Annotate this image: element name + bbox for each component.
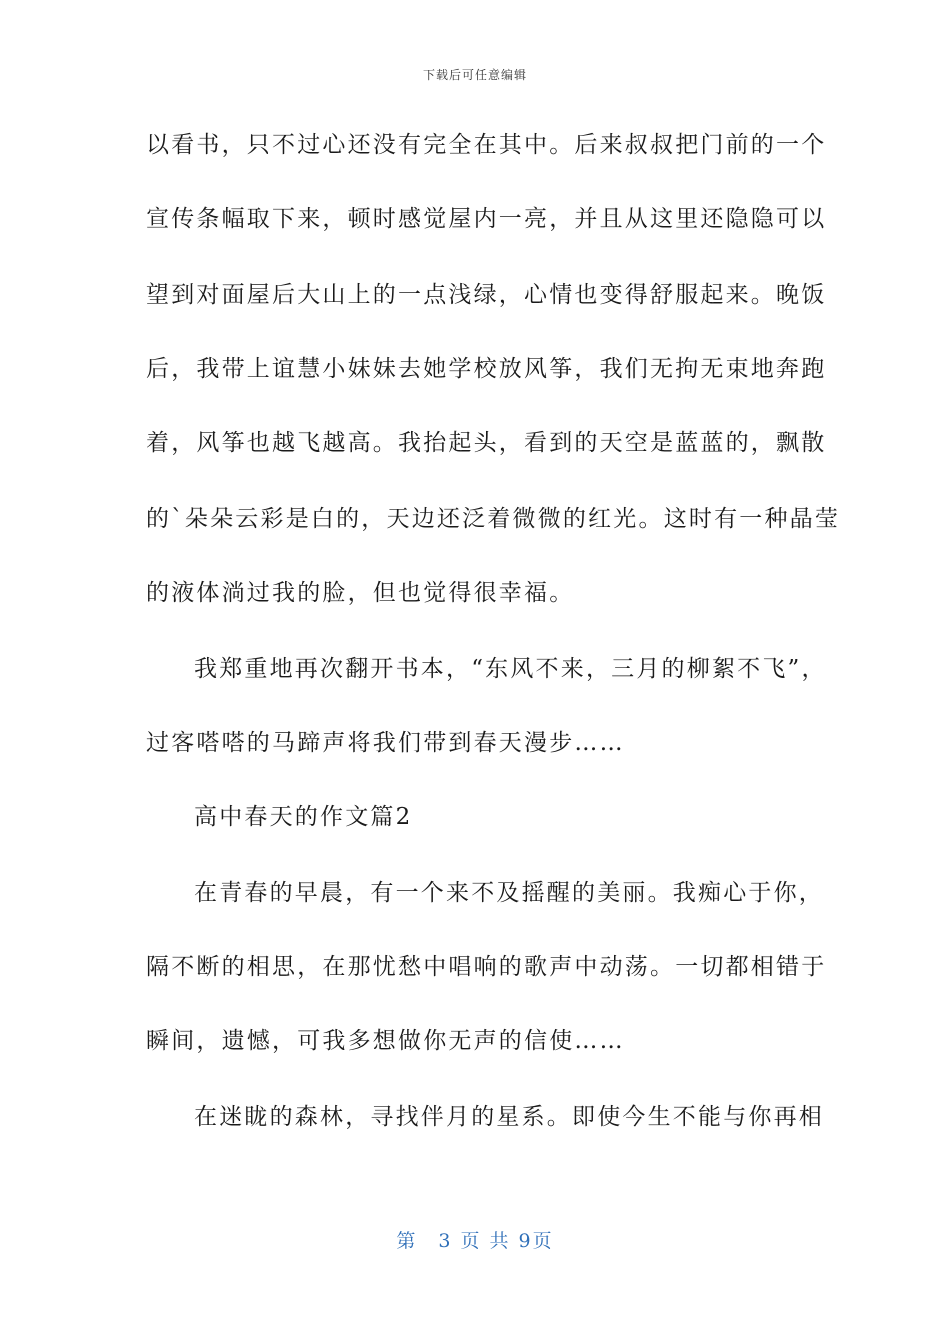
page-number-footer: 第 3 页 共 9页 bbox=[396, 1230, 554, 1252]
text-line: 的液体淌过我的脸，但也觉得很幸福。 bbox=[146, 580, 575, 606]
text-line: 隔不断的相思，在那忧愁中唱响的歌声中动荡。一切都相错于 bbox=[146, 954, 827, 980]
text-line: 着，风筝也越飞越高。我抬起头，看到的天空是蓝蓝的，飘散 bbox=[146, 430, 827, 456]
paragraph-start-line: 在青春的早晨，有一个来不及摇醒的美丽。我痴心于你， bbox=[194, 880, 824, 906]
section-heading: 高中春天的作文篇2 bbox=[194, 804, 413, 830]
header-note: 下载后可任意编辑 bbox=[422, 68, 527, 82]
paragraph-start-line: 我郑重地再次翻开书本，“东风不来，三月的柳絮不飞”， bbox=[194, 656, 827, 682]
text-line: 的`朵朵云彩是白的，天边还泛着微微的红光。这时有一种晶莹 bbox=[146, 506, 841, 532]
text-line: 望到对面屋后大山上的一点浅绿，心情也变得舒服起来。晚饭 bbox=[146, 282, 827, 308]
text-line: 过客嗒嗒的马蹄声将我们带到春天漫步…… bbox=[146, 730, 625, 756]
paragraph-start-line: 在迷眬的森林，寻找伴月的星系。即使今生不能与你再相 bbox=[194, 1104, 824, 1130]
text-line: 以看书，只不过心还没有完全在其中。后来叔叔把门前的一个 bbox=[146, 132, 827, 158]
text-line: 后，我带上谊慧小妹妹去她学校放风筝，我们无拘无束地奔跑 bbox=[146, 356, 827, 382]
text-line: 瞬间，遗憾，可我多想做你无声的信使…… bbox=[146, 1028, 625, 1054]
text-line: 宣传条幅取下来，顿时感觉屋内一亮，并且从这里还隐隐可以 bbox=[146, 206, 827, 232]
